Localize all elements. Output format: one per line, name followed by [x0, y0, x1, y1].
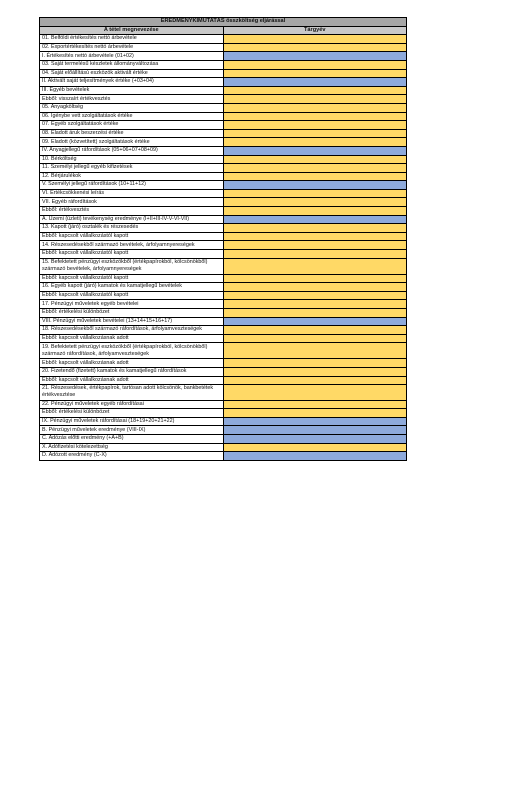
input-value-cell[interactable] [223, 198, 407, 207]
statement-row [40, 60, 407, 69]
row-label: 01. Belföldi értékesítés nettó árbevétele [40, 35, 224, 44]
statement-row [40, 258, 407, 274]
input-value-cell[interactable] [223, 291, 407, 300]
input-value-cell[interactable] [223, 385, 407, 400]
input-value-cell[interactable] [223, 189, 407, 198]
input-value-cell[interactable] [223, 207, 407, 216]
row-label: 10. Bérköltség [40, 155, 224, 164]
computed-value-cell [223, 452, 407, 461]
input-value-cell[interactable] [223, 250, 407, 259]
row-label: 05. Anyagköltség [40, 103, 224, 112]
row-label: I. Értékesítés nettó árbevétele (01+02) [40, 52, 224, 61]
input-value-cell[interactable] [223, 283, 407, 292]
row-label: 08. Eladott áruk beszerzési értéke [40, 129, 224, 138]
statement-row [40, 452, 407, 461]
statement-row [40, 300, 407, 309]
column-header-name: A tétel megnevezése [40, 26, 224, 35]
input-value-cell[interactable] [223, 258, 407, 274]
statement-row [40, 112, 407, 121]
statement-row [40, 317, 407, 326]
row-label: VI. Értékcsökkenési leírás [40, 189, 224, 198]
computed-value-cell [223, 215, 407, 224]
input-value-cell[interactable] [223, 155, 407, 164]
input-value-cell[interactable] [223, 300, 407, 309]
input-value-cell[interactable] [223, 138, 407, 147]
row-label: 12. Bérjárulékok [40, 172, 224, 181]
input-value-cell[interactable] [223, 103, 407, 112]
row-label: 20. Fizetendő (fizetett) kamatok és kamatjellegű ráfordítások [40, 367, 224, 376]
input-value-cell[interactable] [223, 129, 407, 138]
statement-row [40, 78, 407, 87]
row-label: 19. Befektetett pénzügyi eszközökből (értékpapírokból, kölcsönökből) származó ráfordítások, árfolyamveszteségek [40, 343, 224, 359]
statement-row [40, 129, 407, 138]
row-label: 02. Exportértékesítés nettó árbevétele [40, 43, 224, 52]
row-label: 13. Kapott (járó) osztalék és részesedés [40, 224, 224, 233]
input-value-cell[interactable] [223, 60, 407, 69]
row-label: V. Személyi jellegű ráfordítások (10+11+12) [40, 181, 224, 190]
computed-value-cell [223, 426, 407, 435]
statement-row [40, 283, 407, 292]
row-label: X. Adófizetési kötelezettség [40, 443, 224, 452]
statement-row [40, 43, 407, 52]
statement-row [40, 326, 407, 335]
statement-row [40, 359, 407, 368]
computed-value-cell [223, 78, 407, 87]
input-value-cell[interactable] [223, 359, 407, 368]
statement-row [40, 334, 407, 343]
row-label: A. Üzemi (üzleti) tevékenység eredménye (I+II+III-IV-V-VI-VII) [40, 215, 224, 224]
statement-row [40, 343, 407, 359]
row-label: Ebből: értékelési különbözet [40, 409, 224, 418]
statement-row [40, 241, 407, 250]
row-label: 22. Pénzügyi műveletek egyéb ráfordításai [40, 400, 224, 409]
input-value-cell[interactable] [223, 343, 407, 359]
row-label: Ebből: kapcsolt vállalkozásnak adott [40, 376, 224, 385]
computed-value-cell [223, 52, 407, 61]
row-label: Ebből: értékelési különbözet [40, 309, 224, 318]
statement-row [40, 69, 407, 78]
input-value-cell[interactable] [223, 376, 407, 385]
statement-row [40, 367, 407, 376]
input-value-cell[interactable] [223, 224, 407, 233]
row-label: Ebből: kapcsolt vállalkozástól kapott [40, 274, 224, 283]
row-label: IV. Anyagjellegű ráfordítások (05+06+07+08+09) [40, 146, 224, 155]
income-statement-table [39, 17, 407, 461]
statement-row [40, 181, 407, 190]
row-label: C. Adózás előtti eredmény (+A+B) [40, 434, 224, 443]
row-label: III. Egyéb bevételek [40, 86, 224, 95]
input-value-cell[interactable] [223, 409, 407, 418]
row-label: B. Pénzügyi műveletek eredménye (VIII-IX) [40, 426, 224, 435]
row-label: VII. Egyéb ráfordítások [40, 198, 224, 207]
income-statement-sheet [39, 17, 407, 461]
statement-row [40, 189, 407, 198]
statement-row [40, 274, 407, 283]
computed-value-cell [223, 417, 407, 426]
statement-row [40, 86, 407, 95]
statement-row [40, 95, 407, 104]
input-value-cell[interactable] [223, 35, 407, 44]
row-label: Ebből: visszaírt értékvesztés [40, 95, 224, 104]
input-value-cell[interactable] [223, 164, 407, 173]
input-value-cell[interactable] [223, 367, 407, 376]
statement-row [40, 309, 407, 318]
statement-row [40, 434, 407, 443]
input-value-cell[interactable] [223, 400, 407, 409]
row-label: 04. Saját előállítású eszközök aktivált értéke [40, 69, 224, 78]
computed-value-cell [223, 146, 407, 155]
row-label: 06. Igénybe vett szolgáltatások értéke [40, 112, 224, 121]
row-label: 18. Részesedésekből származó ráfordítások, árfolyamveszteségek [40, 326, 224, 335]
input-value-cell[interactable] [223, 241, 407, 250]
header-row [40, 26, 407, 35]
row-label: Ebből: kapcsolt vállalkozástól kapott [40, 232, 224, 241]
statement-row [40, 224, 407, 233]
input-value-cell[interactable] [223, 274, 407, 283]
row-label: Ebből: kapcsolt vállalkozásnak adott [40, 359, 224, 368]
computed-value-cell [223, 181, 407, 190]
input-value-cell[interactable] [223, 112, 407, 121]
statement-row [40, 103, 407, 112]
statement-row [40, 443, 407, 452]
input-value-cell[interactable] [223, 43, 407, 52]
row-label: II. Aktivált saját teljesítmények értéke (+03+04) [40, 78, 224, 87]
row-label: 21. Részesedések, értékpapírok, tartósan adott kölcsönök, bankbetétek értékvesztése [40, 385, 224, 400]
row-label: 11. Személyi jellegű egyéb kifizetések [40, 164, 224, 173]
input-value-cell[interactable] [223, 309, 407, 318]
computed-value-cell [223, 317, 407, 326]
input-value-cell[interactable] [223, 172, 407, 181]
row-label: 14. Részesedésekből származó bevételek, árfolyamnyereségek [40, 241, 224, 250]
statement-row [40, 35, 407, 44]
title-row [40, 18, 407, 27]
statement-row [40, 417, 407, 426]
column-header-year: Tárgyév [223, 26, 407, 35]
input-value-cell[interactable] [223, 334, 407, 343]
statement-row [40, 291, 407, 300]
statement-row [40, 400, 407, 409]
statement-row [40, 146, 407, 155]
statement-row [40, 409, 407, 418]
computed-value-cell [223, 434, 407, 443]
row-label: 03. Saját termelésű készletek állományváltozása [40, 60, 224, 69]
row-label: Ebből: kapcsolt vállalkozásnak adott [40, 334, 224, 343]
statement-row [40, 426, 407, 435]
statement-row [40, 215, 407, 224]
row-label: Ebből: értékvesztés [40, 207, 224, 216]
statement-row [40, 232, 407, 241]
row-label: 09. Eladott (közvetített) szolgáltatások értéke [40, 138, 224, 147]
input-value-cell[interactable] [223, 69, 407, 78]
input-value-cell[interactable] [223, 443, 407, 452]
input-value-cell[interactable] [223, 95, 407, 104]
row-label: Ebből: kapcsolt vállalkozástól kapott [40, 250, 224, 259]
row-label: Ebből: kapcsolt vállalkozástól kapott [40, 291, 224, 300]
statement-row [40, 164, 407, 173]
row-label: 16. Egyéb kapott (járó) kamatok és kamatjellegű bevételek [40, 283, 224, 292]
row-label: 07. Egyéb szolgáltatások értéke [40, 121, 224, 130]
statement-row [40, 172, 407, 181]
report-title: EREDMÉNYKIMUTATÁS összköltség eljárással [40, 18, 407, 27]
statement-row [40, 376, 407, 385]
row-label: IX. Pénzügyi műveletek ráfordításai (18+19+20+21+22) [40, 417, 224, 426]
row-label: 15. Befektetett pénzügyi eszközökből (értékpapírokból, kölcsönökből) származó bevételek, árfolyamnyereségek [40, 258, 224, 274]
statement-row [40, 385, 407, 400]
row-label: VIII. Pénzügyi műveletek bevételei (13+14+15+16+17) [40, 317, 224, 326]
statement-row [40, 52, 407, 61]
statement-row [40, 250, 407, 259]
statement-row [40, 207, 407, 216]
statement-row [40, 138, 407, 147]
statement-row [40, 198, 407, 207]
statement-row [40, 121, 407, 130]
input-value-cell[interactable] [223, 326, 407, 335]
input-value-cell[interactable] [223, 232, 407, 241]
row-label: 17. Pénzügyi műveletek egyéb bevételei [40, 300, 224, 309]
statement-row [40, 155, 407, 164]
input-value-cell[interactable] [223, 86, 407, 95]
input-value-cell[interactable] [223, 121, 407, 130]
row-label: D. Adózott eredmény (C-X) [40, 452, 224, 461]
